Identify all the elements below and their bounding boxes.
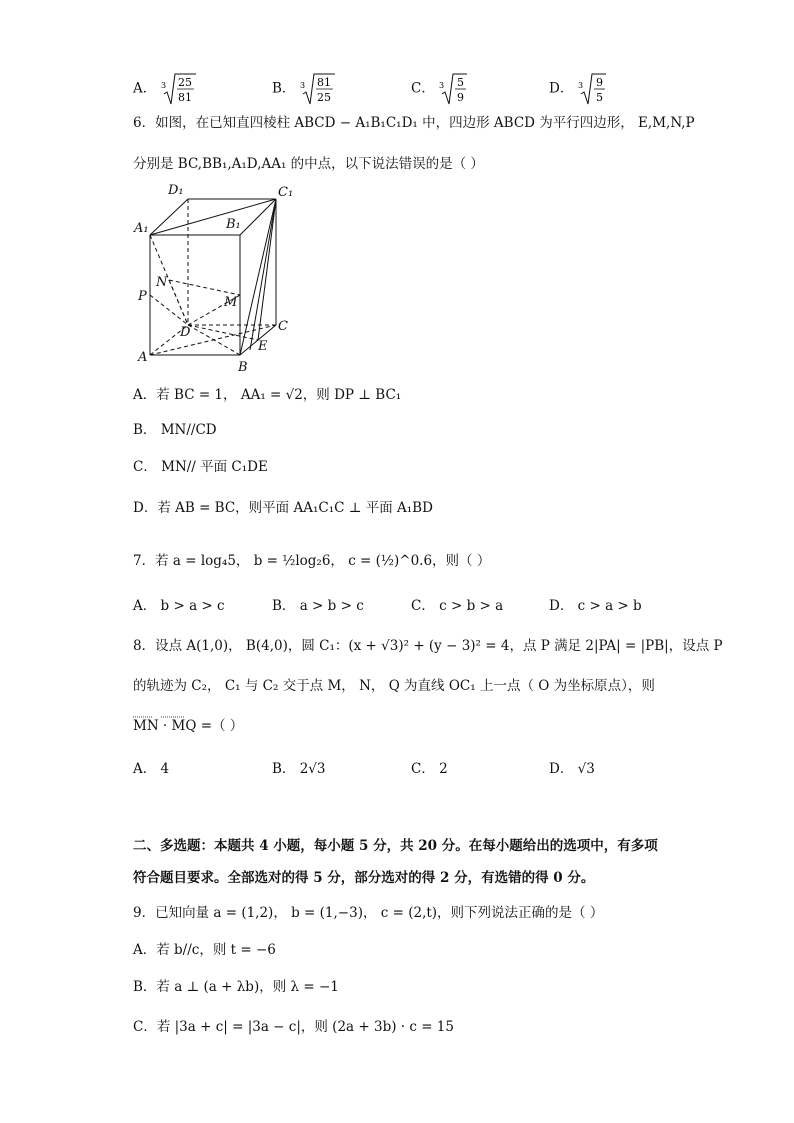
prism-figure xyxy=(130,180,300,375)
label-c1: C₁ xyxy=(278,185,294,200)
cube-root-icon xyxy=(161,72,197,106)
q8-option-a: A． 4 xyxy=(133,761,170,777)
svg-text:81: 81 xyxy=(177,91,192,104)
label-a: A xyxy=(138,350,148,365)
q6-stem-line2: 分别是 BC,BB₁,A₁D,AA₁ 的中点，以下说法错误的是（ ） xyxy=(133,156,484,172)
svg-text:9: 9 xyxy=(595,76,603,89)
label-c: C xyxy=(278,319,288,334)
q8-option-c: C． 2 xyxy=(411,761,448,777)
q5-option-c: C． 3 5 9 xyxy=(411,72,469,106)
q7-option-b: B． a > b > c xyxy=(272,598,364,614)
q8-stem-line2: 的轨迹为 C₂， C₁ 与 C₂ 交于点 M， N， Q 为直线 OC₁ 上一点（ O 为坐标原点），则 xyxy=(133,678,655,694)
q8-option-b: B． 2√3 xyxy=(272,761,326,777)
svg-text:9: 9 xyxy=(457,91,465,104)
q7-option-c: C． c > b > a xyxy=(411,598,504,614)
cube-root-icon xyxy=(578,72,608,106)
svg-text:3: 3 xyxy=(160,81,166,90)
section2-line1: 二、多选题：本题共 4 小题，每小题 5 分，共 20 分。在每小题给出的选项中，有多项 xyxy=(133,838,658,854)
q7-stem: 7．若 a = log₄5， b = ½log₂6， c = (½)^0.6，则（ ） xyxy=(133,553,491,569)
label-d: D xyxy=(180,325,191,340)
svg-text:3: 3 xyxy=(299,81,305,90)
svg-text:25: 25 xyxy=(177,76,192,89)
svg-text:5: 5 xyxy=(457,76,465,89)
q6-option-d: D．若 AB = BC，则平面 AA₁C₁C ⊥ 平面 A₁BD xyxy=(133,500,433,516)
vector-arrow-icon xyxy=(133,714,193,720)
svg-text:5: 5 xyxy=(595,91,603,104)
q6-option-b: B． MN//CD xyxy=(133,422,217,438)
label-a1: A₁ xyxy=(134,221,149,236)
label-b1: B₁ xyxy=(226,217,241,232)
q5-option-a: A． 3 25 81 xyxy=(133,72,197,106)
cube-root-icon xyxy=(439,72,469,106)
q8-stem-line1: 8．设点 A(1,0)， B(4,0)，圆 C₁：(x + √3)² + (y − 3)² = 4，点 P 满足 2|PA| = |PB|，设点 P xyxy=(133,638,723,654)
label-p: P xyxy=(138,289,147,304)
q6-option-a: A．若 BC = 1， AA₁ = √2，则 DP ⊥ BC₁ xyxy=(133,387,402,403)
cube-root-icon xyxy=(300,72,336,106)
q5-option-d: D． 3 9 5 xyxy=(549,72,608,106)
svg-text:25: 25 xyxy=(316,91,331,104)
q9-option-b: B．若 a ⊥ (a + λb)，则 λ = −1 xyxy=(133,979,339,995)
label-n: N xyxy=(156,275,168,290)
q8-stem-line3: MN · MQ =（ ） xyxy=(133,717,243,735)
q8-option-d: D． √3 xyxy=(549,761,595,777)
q9-stem: 9．已知向量 a = (1,2)， b = (1,−3)， c = (2,t)，则下列说法正确的是（ ） xyxy=(133,905,604,921)
label-m: M xyxy=(224,295,238,310)
label-e: E xyxy=(258,339,268,354)
section2-line2: 符合题目要求。全部选对的得 5 分，部分选对的得 2 分，有选错的得 0 分。 xyxy=(133,870,595,886)
q9-option-c: C．若 |3a + c| = |3a − c|，则 (2a + 3b) · c = 15 xyxy=(133,1019,454,1035)
q9-option-a: A．若 b//c，则 t = −6 xyxy=(133,942,276,958)
q7-option-a: A． b > a > c xyxy=(133,598,225,614)
q5-option-b: B． 3 81 25 xyxy=(272,72,336,106)
label-d1: D₁ xyxy=(168,183,184,198)
q7-option-d: D． c > a > b xyxy=(549,598,642,614)
q6-stem-line1: 6．如图，在已知直四棱柱 ABCD − A₁B₁C₁D₁ 中，四边形 ABCD 为平行四边形， E,M,N,P xyxy=(133,115,695,131)
q6-option-c: C． MN// 平面 C₁DE xyxy=(133,459,268,475)
svg-text:3: 3 xyxy=(439,81,445,90)
svg-text:3: 3 xyxy=(577,81,583,90)
label-b: B xyxy=(238,360,248,375)
svg-text:81: 81 xyxy=(316,76,331,89)
